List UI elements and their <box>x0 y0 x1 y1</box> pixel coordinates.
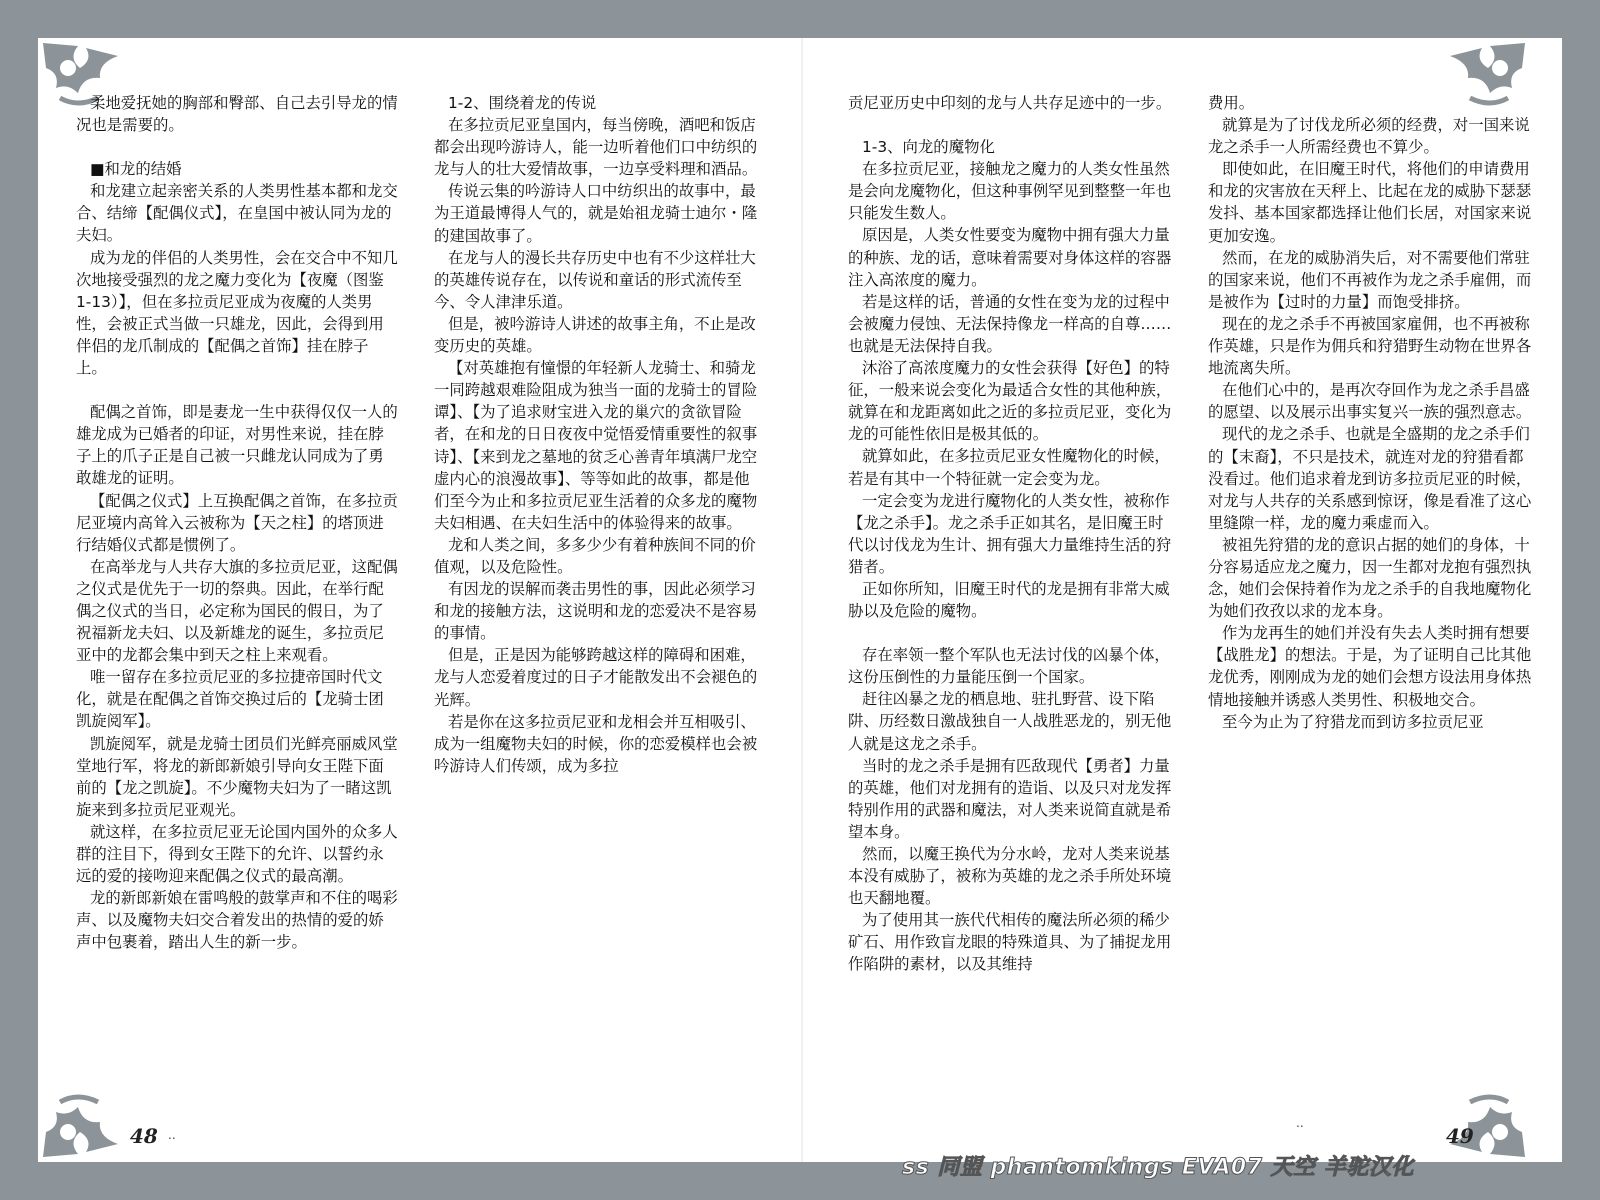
paragraph: 唯一留存在多拉贡尼亚的多拉捷帝国时代文化，就是在配偶之首饰交换过后的【龙骑士团凯旋阅军】。 <box>76 668 384 731</box>
page-number-left: 48 <box>130 1124 158 1148</box>
paragraph: 但是，正是因为能够跨越这样的障碍和困难，龙与人恋爱着度过的日子才能散发出不会褪色的光辉。 <box>434 646 758 709</box>
page-dots-left: .. <box>168 1128 176 1142</box>
paragraph: 即使如此，在旧魔王时代，将他们的申请费用和龙的灾害放在天秤上、比起在龙的威胁下瑟瑟发抖、基本国家都选择让他们长居，对国家来说更加安逸。 <box>1208 160 1532 245</box>
paragraph: 就算如此，在多拉贡尼亚女性魔物化的时候，若是有其中一个特征就一定会变为龙。 <box>848 447 1170 488</box>
book-spine <box>801 38 803 1162</box>
paragraph: 在多拉贡尼亚，接触龙之魔力的人类女性虽然是会向龙魔物化，但这种事例罕见到整整一年也只能发生数人。 <box>848 160 1172 223</box>
paragraph: 传说云集的吟游诗人口中纺织出的故事中，最为王道最博得人气的，就是始祖龙骑士迪尔・隆的建国故事了。 <box>434 182 758 245</box>
paragraph: 正如你所知，旧魔王时代的龙是拥有非常大威胁以及危险的魔物。 <box>848 579 1170 621</box>
paragraph: 在多拉贡尼亚皇国内，每当傍晚，酒吧和饭店都会出现吟游诗人，能一边听着他们口中纺织的龙与人的壮大爱情故事，一边享受料理和酒品。 <box>434 116 758 179</box>
paragraph: 凯旋阅军，就是龙骑士团员们光鲜亮丽威风堂堂地行军，将龙的新郎新娘引导向女王陛下面前的【龙之凯旋】。不少魔物夫妇为了一睹这凯旋来到多拉贡尼亚观光。 <box>76 734 398 819</box>
paragraph: 【对英雄抱有憧憬的年轻新人龙骑士、和骑龙一同跨越艰难险阻成为独当一面的龙骑士的冒险谭】、【为了追求财宝进入龙的巢穴的贪欲冒险者，在和龙的日日夜夜中觉悟爱情重要性的叙事诗】、【来到龙之墓地的贫乏心善青年填满尸龙空虚内心的浪漫故事】、等等如此的故事，都是他们至今为止和多拉贡尼亚生活着的众多龙的魔物夫妇相遇、在夫妇生活中的体验得来的故事。 <box>434 359 758 532</box>
paragraph: 就算是为了讨伐龙所必须的经费，对一国来说龙之杀手一人所需经费也不算少。 <box>1208 116 1530 157</box>
paragraph: 【配偶之仪式】上互换配偶之首饰，在多拉贡尼亚境内高耸入云被称为【天之柱】的塔顶进行结婚仪式都是惯例了。 <box>76 491 398 554</box>
paragraph: 一定会变为龙进行魔物化的人类女性，被称作【龙之杀手】。龙之杀手正如其名，是旧魔王时代以讨伐龙为生计、拥有强大力量维持生活的狩猎者。 <box>848 491 1172 576</box>
paragraph: 就这样，在多拉贡尼亚无论国内国外的众多人群的注目下，得到女王陛下的允许、以誓约永远的爱的接吻迎来配偶之仪式的最高潮。 <box>76 822 398 886</box>
page-number-right: 49 <box>1446 1124 1474 1148</box>
paragraph: 然而，以魔王换代为分水岭，龙对人类来说基本没有威胁了，被称为英雄的龙之杀手所处环境也天翻地覆。 <box>848 845 1172 908</box>
paragraph: 但是，被吟游诗人讲述的故事主角，不止是改变历史的英雄。 <box>434 314 756 356</box>
paragraph: 被祖先狩猎的龙的意识占据的她们的身体，十分容易适应龙之魔力，因一生都对龙抱有强烈执念，她们会保持着作为龙之杀手的自我地魔物化为她们孜孜以求的龙本身。 <box>1208 535 1532 621</box>
paragraph: 成为龙的伴侣的人类男性，会在交合中不知几次地接受强烈的龙之魔力变化为【夜魔（图鉴1-13）】，但在多拉贡尼亚成为夜魔的人类男性，会被正式当做一只雄龙，因此，会得到用伴侣的龙爪制成的【配偶之首饰】挂在脖子上。 <box>76 248 398 378</box>
paragraph: 有因龙的误解而袭击男性的事，因此必须学习和龙的接触方法，这说明和龙的恋爱决不是容易的事情。 <box>434 580 758 643</box>
paragraph: 在他们心中的，是再次夺回作为龙之杀手昌盛的愿望、以及展示出事实复兴一族的强烈意志。 <box>1208 381 1532 422</box>
paragraph: 柔地爱抚她的胸部和臀部、自己去引导龙的情况也是需要的。 <box>76 94 398 135</box>
paragraph: 赶往凶暴之龙的栖息地、驻扎野营、设下陷阱、历经数日激战独自一人战胜恶龙的，别无他人就是这龙之杀手。 <box>848 690 1172 753</box>
paragraph: 现代的龙之杀手、也就是全盛期的龙之杀手们的【末裔】，不只是技术，就连对龙的狩猎看都没看过。他们追求着龙到访多拉贡尼亚的时候，对龙与人共存的关系感到惊讶，像是看准了这心里缝隙一样，龙的魔力乘虚而入。 <box>1208 425 1532 532</box>
paragraph: 原因是，人类女性要变为魔物中拥有强大力量的种族、龙的话，意味着需要对身体这样的容器注入高浓度的魔力。 <box>848 226 1172 289</box>
page-dots-right: .. <box>1296 1116 1304 1130</box>
paragraph: 费用。 <box>1208 94 1255 112</box>
paragraph: 和龙建立起亲密关系的人类男性基本都和龙交合、结缔【配偶仪式】，在皇国中被认同为龙的夫妇。 <box>76 182 398 245</box>
paragraph: 作为龙再生的她们并没有失去人类时拥有想要【战胜龙】的想法。于是，为了证明自己比其他龙优秀，刚刚成为龙的她们会想方设法用身体热情地接触并诱惑人类男性、积极地交合。 <box>1208 624 1532 709</box>
paragraph: ■和龙的结婚 <box>90 160 182 179</box>
paragraph: 1-2、围绕着龙的传说 <box>448 94 597 112</box>
paragraph: 龙和人类之间，多多少少有着种族间不同的价值观，以及危险性。 <box>434 535 756 576</box>
paragraph: 现在的龙之杀手不再被国家雇佣，也不再被称作英雄，只是作为佣兵和狩猎野生动物在世界各地流离失所。 <box>1208 314 1532 378</box>
corner-ornament-icon <box>38 1072 128 1162</box>
paragraph: 沐浴了高浓度魔力的女性会获得【好色】的特征，一般来说会变化为最适合女性的其他种族，就算在和龙距离如此之近的多拉贡尼亚，变化为龙的可能性依旧是极其低的。 <box>848 359 1172 444</box>
paragraph: 存在率领一整个军队也无法讨伐的凶暴个体，这份压倒性的力量能压倒一个国家。 <box>848 646 1170 687</box>
paragraph: 若是这样的话，普通的女性在变为龙的过程中会被魔力侵蚀、无法保持像龙一样高的自尊……也就是无法保持自我。 <box>848 292 1172 355</box>
paragraph: 1-3、向龙的魔物化 <box>862 138 995 157</box>
paragraph: 在高举龙与人共存大旗的多拉贡尼亚，这配偶之仪式是优先于一切的祭典。因此，在举行配偶之仪式的当日，必定称为国民的假日，为了祝福新龙夫妇、以及新雄龙的诞生，多拉贡尼亚中的龙都会集中到天之柱上来观看。 <box>76 557 398 665</box>
text-column-1 <box>76 92 398 953</box>
paragraph: 在龙与人的漫长共存历史中也有不少这样壮大的英雄传说存在，以传说和童话的形式流传至今、令人津津乐道。 <box>434 248 756 311</box>
paragraph: 当时的龙之杀手是拥有匹敌现代【勇者】力量的英雄，他们对龙拥有的造诣、以及只对龙发挥特别作用的武器和魔法，对人类来说简直就是希望本身。 <box>848 756 1172 841</box>
paragraph: 配偶之首饰，即是妻龙一生中获得仅仅一人的雄龙成为已婚者的印证，对男性来说，挂在脖子上的爪子正是自己被一只雌龙认同成为了勇敢雄龙的证明。 <box>76 403 398 488</box>
paragraph: 至今为止为了狩猎龙而到访多拉贡尼亚 <box>1222 712 1484 731</box>
text-column-4 <box>1208 92 1534 733</box>
paragraph: 若是你在这多拉贡尼亚和龙相会并互相吸引、成为一组魔物夫妇的时候，你的恋爱模样也会被吟游诗人们传颂，成为多拉 <box>434 712 758 775</box>
paragraph: 为了使用其一族代代相传的魔法所必须的稀少矿石、用作致盲龙眼的特殊道具、为了捕捉龙用作陷阱的素材，以及其维持 <box>848 911 1172 974</box>
translation-credit: ss 同盟 phantomkings EVA07 天空 羊驼汉化 <box>902 1155 1414 1180</box>
text-column-3 <box>848 92 1174 976</box>
corner-ornament-icon <box>1440 1072 1530 1162</box>
paragraph: 贡尼亚历史中印刻的龙与人共存足迹中的一步。 <box>848 94 1172 112</box>
paragraph: 然而，在龙的威胁消失后，对不需要他们常驻的国家来说，他们不再被作为龙之杀手雇佣，而是被作为【过时的力量】而饱受排挤。 <box>1208 248 1532 311</box>
paragraph: 龙的新郎新娘在雷鸣般的鼓掌声和不住的喝彩声、以及魔物夫妇交合着发出的热情的爱的娇声中包裹着，踏出人生的新一步。 <box>76 889 398 952</box>
text-column-2 <box>434 92 760 777</box>
